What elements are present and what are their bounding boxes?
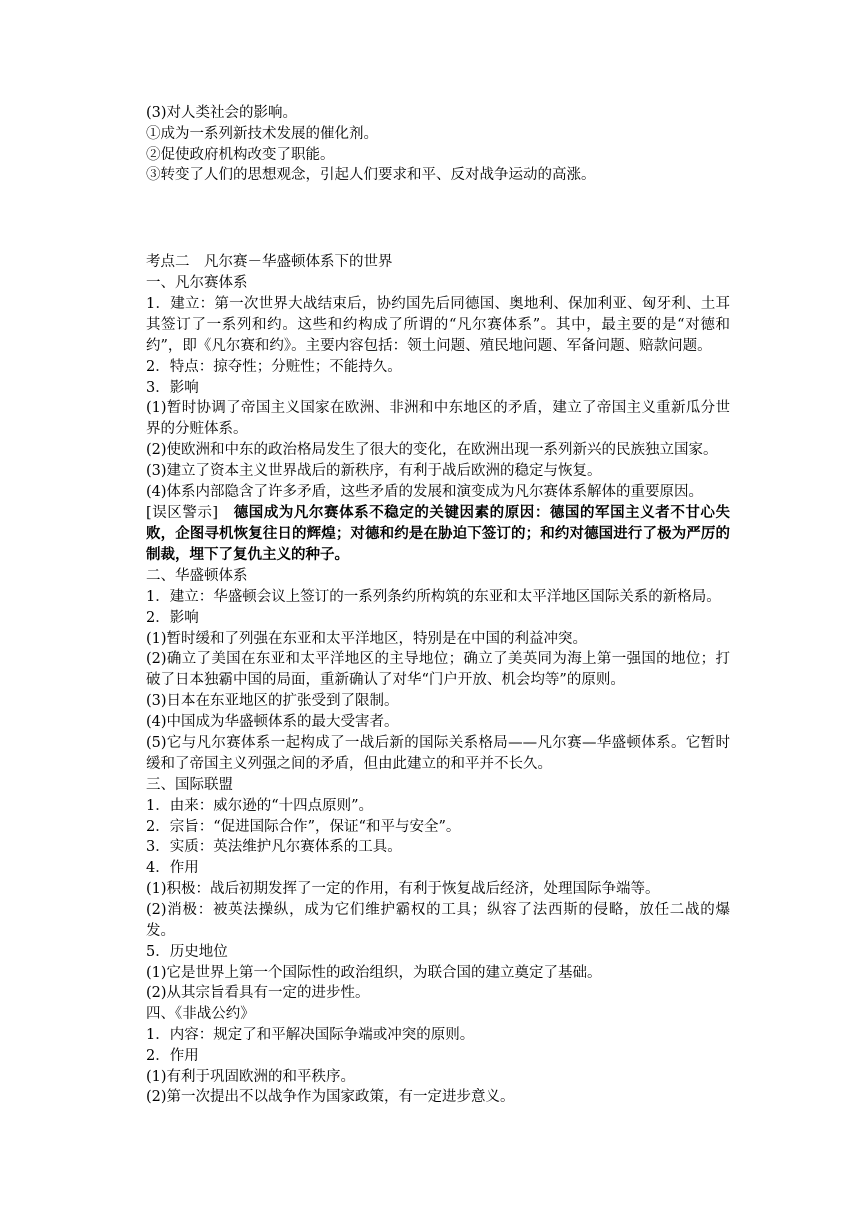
section-title: 考点二 凡尔赛－华盛顿体系下的世界 [146, 254, 393, 271]
list-item: (2)从其宗旨看具有一定的进步性。 [146, 985, 370, 1002]
paragraph: 4．作用 [146, 860, 199, 877]
list-item: (3)建立了资本主义世界战后的新秩序，有利于战后欧洲的稳定与恢复。 [146, 463, 602, 480]
paragraph: 2．宗旨：“促进国际合作”，保证“和平与安全”。 [146, 818, 461, 835]
paragraph: 1．建立：华盛顿会议上签订的一系列条约所构筑的东亚和太平洋地区国际关系的新格局。 [146, 588, 721, 605]
list-item: (2)消极：被英法操纵，成为它们维护霸权的工具；纵容了法西斯的侵略，放任二战的爆发。 [146, 901, 730, 939]
paragraph: 1．建立：第一次世界大战结束后，协约国先后同德国、奥地利、保加利亚、匈牙利、土耳其签订了一系列和约。这些和约构成了所谓的“凡尔赛体系”。其中，最主要的是“对德和约”，即《凡尔赛和约》。主要内容包括：领土问题、殖民地问题、军备问题、赔款问题。 [146, 295, 730, 354]
document-body [130, 103, 730, 1108]
list-item: (3)日本在东亚地区的扩张受到了限制。 [146, 693, 399, 710]
warning-note [130, 503, 730, 566]
list-item: (1)暂时协调了帝国主义国家在欧洲、非洲和中东地区的矛盾，建立了帝国主义重新瓜分世界的分赃体系。 [146, 400, 730, 438]
paragraph: 1．由来：威尔逊的“十四点原则”。 [146, 797, 374, 814]
list-item: ①成为一系列新技术发展的催化剂。 [146, 125, 378, 142]
list-item: (2)第一次提出不以战争作为国家政策，有一定进步意义。 [146, 1089, 515, 1106]
list-item: ②促使政府机构改变了职能。 [146, 146, 335, 163]
subsection-title: 四、《非战公约》 [146, 1006, 255, 1023]
subsection-title: 三、国际联盟 [146, 776, 233, 793]
list-item: (2)确立了美国在东亚和太平洋地区的主导地位；确立了美英同为海上第一强国的地位；打破了日本独霸中国的局面，重新确认了对华“门户开放、机会均等”的原则。 [146, 651, 730, 689]
list-item: (4)体系内部隐含了许多矛盾，这些矛盾的发展和演变成为凡尔赛体系解体的重要原因。 [146, 484, 704, 501]
paragraph: 3．实质：英法维护凡尔赛体系的工具。 [146, 839, 402, 856]
list-item: (2)使欧洲和中东的政治格局发生了很大的变化，在欧洲出现一系列新兴的民族独立国家。 [146, 442, 718, 459]
paragraph: 2．作用 [146, 1047, 199, 1064]
list-item: (4)中国成为华盛顿体系的最大受害者。 [146, 714, 399, 731]
list-item: (5)它与凡尔赛体系一起构成了一战后新的国际关系格局——凡尔赛—华盛顿体系。它暂时缓和了帝国主义列强之间的矛盾，但由此建立的和平并不长久。 [146, 734, 730, 772]
list-item: (1)它是世界上第一个国际性的政治组织，为联合国的建立奠定了基础。 [146, 964, 602, 981]
heading-impact: (3)对人类社会的影响。 [146, 105, 298, 121]
paragraph: 3．影响 [146, 379, 199, 396]
list-item: (1)有利于巩固欧洲的和平秩序。 [146, 1068, 356, 1085]
list-item: (1)积极：战后初期发挥了一定的作用，有利于恢复战后经济，处理国际争端等。 [146, 880, 660, 897]
subsection-title: 二、华盛顿体系 [146, 567, 248, 584]
list-item: ③转变了人们的思想观念，引起人们要求和平、反对战争运动的高涨。 [146, 167, 596, 184]
subsection-title: 一、凡尔赛体系 [146, 274, 248, 291]
paragraph: 1．内容：规定了和平解决国际争端或冲突的原则。 [146, 1026, 475, 1043]
paragraph: 5．历史地位 [146, 943, 228, 960]
warning-tag: [误区警示] [146, 504, 219, 521]
warning-text: 德国成为凡尔赛体系不稳定的关键因素的原因：德国的军国主义者不甘心失败，企图寻机恢复往日的辉煌；对德和约是在胁迫下签订的；和约对德国进行了极为严厉的制裁，埋下了复仇主义的种子。 [146, 504, 730, 563]
spacer [130, 186, 730, 252]
paragraph: 2．影响 [146, 609, 199, 626]
paragraph: 2．特点：掠夺性；分赃性；不能持久。 [146, 358, 402, 375]
list-item: (1)暂时缓和了列强在东亚和太平洋地区，特别是在中国的利益冲突。 [146, 630, 588, 647]
